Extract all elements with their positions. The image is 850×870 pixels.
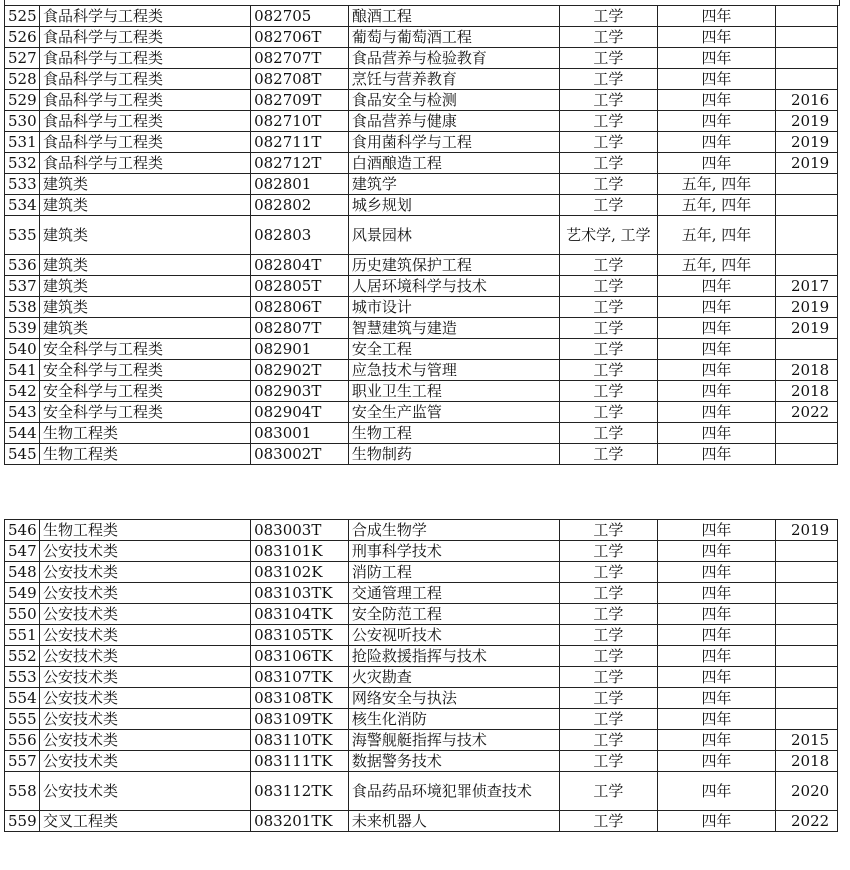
major-name-cell: 食用菌科学与工程 [348, 132, 559, 153]
major-name-cell: 消防工程 [348, 562, 559, 583]
major-name-cell: 智慧建筑与建造 [348, 318, 559, 339]
year-added-cell [776, 339, 838, 360]
major-name-cell: 安全防范工程 [348, 604, 559, 625]
table-row [5, 153, 838, 174]
year-added-cell [776, 216, 838, 255]
duration-cell: 四年 [657, 381, 775, 402]
degree-cell: 工学 [559, 174, 657, 195]
duration-cell: 五年, 四年 [657, 216, 775, 255]
category-cell: 食品科学与工程类 [40, 153, 251, 174]
degree-cell: 工学 [559, 667, 657, 688]
duration-cell: 四年 [657, 520, 775, 541]
major-code-cell: 082901 [251, 339, 349, 360]
category-cell: 公安技术类 [40, 583, 251, 604]
year-added-cell: 2018 [776, 751, 838, 772]
duration-cell: 四年 [657, 688, 775, 709]
major-name-cell: 交通管理工程 [348, 583, 559, 604]
row-number: 532 [5, 153, 40, 174]
degree-cell: 工学 [559, 625, 657, 646]
year-added-cell [776, 625, 838, 646]
duration-cell: 五年, 四年 [657, 174, 775, 195]
category-cell: 公安技术类 [40, 751, 251, 772]
duration-cell: 四年 [657, 111, 775, 132]
degree-cell: 工学 [559, 541, 657, 562]
duration-cell: 四年 [657, 667, 775, 688]
category-cell: 公安技术类 [40, 604, 251, 625]
year-added-cell [776, 562, 838, 583]
degree-cell: 工学 [559, 255, 657, 276]
row-number: 554 [5, 688, 40, 709]
major-code-cell: 083003T [251, 520, 349, 541]
majors-table-upper [4, 5, 838, 465]
major-name-cell: 数据警务技术 [348, 751, 559, 772]
major-name-cell: 海警舰艇指挥与技术 [348, 730, 559, 751]
category-cell: 交叉工程类 [40, 811, 251, 832]
duration-cell: 四年 [657, 730, 775, 751]
degree-cell: 工学 [559, 360, 657, 381]
category-cell: 建筑类 [40, 174, 251, 195]
major-code-cell: 083108TK [251, 688, 349, 709]
row-number: 537 [5, 276, 40, 297]
degree-cell: 工学 [559, 423, 657, 444]
year-added-cell: 2022 [776, 811, 838, 832]
row-number: 543 [5, 402, 40, 423]
row-number: 548 [5, 562, 40, 583]
degree-cell: 工学 [559, 730, 657, 751]
table-row [5, 27, 838, 48]
table-row [5, 195, 838, 216]
table-row [5, 318, 838, 339]
table-row [5, 111, 838, 132]
year-added-cell [776, 174, 838, 195]
year-added-cell [776, 27, 838, 48]
major-name-cell: 网络安全与执法 [348, 688, 559, 709]
category-cell: 生物工程类 [40, 423, 251, 444]
degree-cell: 工学 [559, 646, 657, 667]
duration-cell: 四年 [657, 339, 775, 360]
major-name-cell: 酿酒工程 [348, 6, 559, 27]
row-number: 529 [5, 90, 40, 111]
table-row [5, 174, 838, 195]
table-row [5, 339, 838, 360]
table-row [5, 811, 838, 832]
row-number: 541 [5, 360, 40, 381]
year-added-cell [776, 583, 838, 604]
year-added-cell [776, 604, 838, 625]
row-number: 530 [5, 111, 40, 132]
table-row [5, 381, 838, 402]
major-code-cell: 082706T [251, 27, 349, 48]
major-code-cell: 082804T [251, 255, 349, 276]
category-cell: 食品科学与工程类 [40, 27, 251, 48]
major-code-cell: 083102K [251, 562, 349, 583]
duration-cell: 四年 [657, 402, 775, 423]
category-cell: 安全科学与工程类 [40, 381, 251, 402]
major-code-cell: 082707T [251, 48, 349, 69]
table-row [5, 667, 838, 688]
table-row [5, 6, 838, 27]
major-code-cell: 082709T [251, 90, 349, 111]
major-name-cell: 未来机器人 [348, 811, 559, 832]
major-code-cell: 083111TK [251, 751, 349, 772]
year-added-cell: 2019 [776, 318, 838, 339]
degree-cell: 工学 [559, 688, 657, 709]
category-cell: 公安技术类 [40, 688, 251, 709]
duration-cell: 五年, 四年 [657, 255, 775, 276]
duration-cell: 四年 [657, 153, 775, 174]
table-row [5, 444, 838, 465]
table-row [5, 772, 838, 811]
major-name-cell: 食品营养与检验教育 [348, 48, 559, 69]
row-number: 546 [5, 520, 40, 541]
duration-cell: 四年 [657, 69, 775, 90]
row-number: 536 [5, 255, 40, 276]
row-number: 525 [5, 6, 40, 27]
major-name-cell: 应急技术与管理 [348, 360, 559, 381]
table-row [5, 709, 838, 730]
row-number: 540 [5, 339, 40, 360]
year-added-cell: 2018 [776, 381, 838, 402]
major-code-cell: 083109TK [251, 709, 349, 730]
duration-cell: 四年 [657, 132, 775, 153]
major-name-cell: 葡萄与葡萄酒工程 [348, 27, 559, 48]
table-row [5, 48, 838, 69]
table-row [5, 520, 838, 541]
row-number: 556 [5, 730, 40, 751]
row-number: 531 [5, 132, 40, 153]
duration-cell: 四年 [657, 541, 775, 562]
duration-cell: 四年 [657, 772, 775, 811]
major-name-cell: 城乡规划 [348, 195, 559, 216]
row-number: 538 [5, 297, 40, 318]
major-code-cell: 083103TK [251, 583, 349, 604]
major-name-cell: 白酒酿造工程 [348, 153, 559, 174]
duration-cell: 四年 [657, 604, 775, 625]
year-added-cell: 2019 [776, 132, 838, 153]
category-cell: 生物工程类 [40, 444, 251, 465]
degree-cell: 工学 [559, 339, 657, 360]
duration-cell: 四年 [657, 276, 775, 297]
category-cell: 公安技术类 [40, 772, 251, 811]
year-added-cell [776, 255, 838, 276]
row-number: 527 [5, 48, 40, 69]
table-row [5, 625, 838, 646]
degree-cell: 工学 [559, 583, 657, 604]
duration-cell: 四年 [657, 6, 775, 27]
table-row [5, 216, 838, 255]
duration-cell: 四年 [657, 751, 775, 772]
major-code-cell: 083110TK [251, 730, 349, 751]
degree-cell: 工学 [559, 297, 657, 318]
major-code-cell: 082903T [251, 381, 349, 402]
year-added-cell [776, 195, 838, 216]
category-cell: 公安技术类 [40, 646, 251, 667]
row-number: 526 [5, 27, 40, 48]
major-name-cell: 食品药品环境犯罪侦查技术 [348, 772, 559, 811]
duration-cell: 四年 [657, 583, 775, 604]
category-cell: 公安技术类 [40, 562, 251, 583]
duration-cell: 四年 [657, 625, 775, 646]
major-code-cell: 082705 [251, 6, 349, 27]
year-added-cell [776, 688, 838, 709]
table-row [5, 402, 838, 423]
duration-cell: 四年 [657, 297, 775, 318]
degree-cell: 工学 [559, 132, 657, 153]
major-code-cell: 083002T [251, 444, 349, 465]
duration-cell: 四年 [657, 27, 775, 48]
degree-cell: 工学 [559, 153, 657, 174]
major-name-cell: 建筑学 [348, 174, 559, 195]
major-code-cell: 082708T [251, 69, 349, 90]
major-name-cell: 公安视听技术 [348, 625, 559, 646]
table-row [5, 751, 838, 772]
row-number: 550 [5, 604, 40, 625]
degree-cell: 艺术学, 工学 [559, 216, 657, 255]
duration-cell: 五年, 四年 [657, 195, 775, 216]
table-row [5, 583, 838, 604]
major-name-cell: 火灾勘查 [348, 667, 559, 688]
table-row [5, 276, 838, 297]
major-code-cell: 082712T [251, 153, 349, 174]
major-code-cell: 082711T [251, 132, 349, 153]
major-code-cell: 082803 [251, 216, 349, 255]
major-code-cell: 083101K [251, 541, 349, 562]
table-row [5, 541, 838, 562]
row-number: 542 [5, 381, 40, 402]
year-added-cell [776, 646, 838, 667]
major-code-cell: 082806T [251, 297, 349, 318]
degree-cell: 工学 [559, 276, 657, 297]
category-cell: 食品科学与工程类 [40, 69, 251, 90]
category-cell: 公安技术类 [40, 541, 251, 562]
row-number: 555 [5, 709, 40, 730]
category-cell: 公安技术类 [40, 667, 251, 688]
year-added-cell [776, 444, 838, 465]
category-cell: 食品科学与工程类 [40, 48, 251, 69]
category-cell: 建筑类 [40, 255, 251, 276]
table-row [5, 255, 838, 276]
duration-cell: 四年 [657, 646, 775, 667]
category-cell: 食品科学与工程类 [40, 111, 251, 132]
duration-cell: 四年 [657, 709, 775, 730]
duration-cell: 四年 [657, 318, 775, 339]
major-name-cell: 安全生产监管 [348, 402, 559, 423]
degree-cell: 工学 [559, 318, 657, 339]
table-row [5, 646, 838, 667]
major-code-cell: 083201TK [251, 811, 349, 832]
year-added-cell: 2022 [776, 402, 838, 423]
year-added-cell: 2020 [776, 772, 838, 811]
degree-cell: 工学 [559, 27, 657, 48]
year-added-cell: 2017 [776, 276, 838, 297]
duration-cell: 四年 [657, 360, 775, 381]
major-code-cell: 082805T [251, 276, 349, 297]
degree-cell: 工学 [559, 69, 657, 90]
major-name-cell: 合成生物学 [348, 520, 559, 541]
major-code-cell: 083001 [251, 423, 349, 444]
row-number: 551 [5, 625, 40, 646]
major-code-cell: 082710T [251, 111, 349, 132]
major-name-cell: 职业卫生工程 [348, 381, 559, 402]
category-cell: 建筑类 [40, 216, 251, 255]
category-cell: 生物工程类 [40, 520, 251, 541]
degree-cell: 工学 [559, 562, 657, 583]
major-name-cell: 刑事科学技术 [348, 541, 559, 562]
degree-cell: 工学 [559, 402, 657, 423]
major-name-cell: 食品营养与健康 [348, 111, 559, 132]
year-added-cell: 2016 [776, 90, 838, 111]
row-number: 558 [5, 772, 40, 811]
category-cell: 食品科学与工程类 [40, 6, 251, 27]
row-number: 552 [5, 646, 40, 667]
duration-cell: 四年 [657, 48, 775, 69]
year-added-cell: 2019 [776, 297, 838, 318]
category-cell: 建筑类 [40, 195, 251, 216]
category-cell: 安全科学与工程类 [40, 402, 251, 423]
major-code-cell: 083104TK [251, 604, 349, 625]
degree-cell: 工学 [559, 751, 657, 772]
table-row [5, 69, 838, 90]
duration-cell: 四年 [657, 90, 775, 111]
degree-cell: 工学 [559, 811, 657, 832]
major-name-cell: 烹饪与营养教育 [348, 69, 559, 90]
table-row [5, 360, 838, 381]
majors-table-lower [4, 519, 838, 832]
row-number: 539 [5, 318, 40, 339]
duration-cell: 四年 [657, 444, 775, 465]
degree-cell: 工学 [559, 381, 657, 402]
year-added-cell [776, 709, 838, 730]
year-added-cell [776, 541, 838, 562]
category-cell: 公安技术类 [40, 709, 251, 730]
row-number: 547 [5, 541, 40, 562]
row-number: 557 [5, 751, 40, 772]
degree-cell: 工学 [559, 444, 657, 465]
year-added-cell [776, 6, 838, 27]
major-name-cell: 核生化消防 [348, 709, 559, 730]
degree-cell: 工学 [559, 90, 657, 111]
table-row [5, 688, 838, 709]
table-row [5, 423, 838, 444]
degree-cell: 工学 [559, 48, 657, 69]
row-number: 544 [5, 423, 40, 444]
major-name-cell: 食品安全与检测 [348, 90, 559, 111]
year-added-cell [776, 48, 838, 69]
degree-cell: 工学 [559, 195, 657, 216]
category-cell: 建筑类 [40, 318, 251, 339]
duration-cell: 四年 [657, 423, 775, 444]
year-added-cell: 2018 [776, 360, 838, 381]
category-cell: 食品科学与工程类 [40, 132, 251, 153]
degree-cell: 工学 [559, 111, 657, 132]
year-added-cell [776, 69, 838, 90]
major-code-cell: 083107TK [251, 667, 349, 688]
year-added-cell: 2019 [776, 111, 838, 132]
major-name-cell: 安全工程 [348, 339, 559, 360]
major-code-cell: 083112TK [251, 772, 349, 811]
major-code-cell: 082801 [251, 174, 349, 195]
degree-cell: 工学 [559, 772, 657, 811]
major-code-cell: 083105TK [251, 625, 349, 646]
major-code-cell: 082904T [251, 402, 349, 423]
row-number: 535 [5, 216, 40, 255]
degree-cell: 工学 [559, 6, 657, 27]
row-number: 528 [5, 69, 40, 90]
year-added-cell: 2015 [776, 730, 838, 751]
duration-cell: 四年 [657, 562, 775, 583]
duration-cell: 四年 [657, 811, 775, 832]
major-name-cell: 抢险救援指挥与技术 [348, 646, 559, 667]
year-added-cell [776, 423, 838, 444]
category-cell: 公安技术类 [40, 625, 251, 646]
table-row [5, 90, 838, 111]
major-code-cell: 083106TK [251, 646, 349, 667]
major-code-cell: 082807T [251, 318, 349, 339]
table-row [5, 132, 838, 153]
table-row [5, 562, 838, 583]
major-name-cell: 人居环境科学与技术 [348, 276, 559, 297]
row-number: 559 [5, 811, 40, 832]
degree-cell: 工学 [559, 520, 657, 541]
category-cell: 安全科学与工程类 [40, 339, 251, 360]
major-code-cell: 082902T [251, 360, 349, 381]
category-cell: 建筑类 [40, 297, 251, 318]
major-code-cell: 082802 [251, 195, 349, 216]
major-name-cell: 城市设计 [348, 297, 559, 318]
year-added-cell: 2019 [776, 153, 838, 174]
major-name-cell: 历史建筑保护工程 [348, 255, 559, 276]
table-row [5, 730, 838, 751]
row-number: 545 [5, 444, 40, 465]
major-name-cell: 风景园林 [348, 216, 559, 255]
category-cell: 公安技术类 [40, 730, 251, 751]
row-number: 549 [5, 583, 40, 604]
category-cell: 建筑类 [40, 276, 251, 297]
degree-cell: 工学 [559, 709, 657, 730]
major-name-cell: 生物制药 [348, 444, 559, 465]
category-cell: 安全科学与工程类 [40, 360, 251, 381]
row-number: 534 [5, 195, 40, 216]
row-number: 533 [5, 174, 40, 195]
table-row [5, 297, 838, 318]
category-cell: 食品科学与工程类 [40, 90, 251, 111]
year-added-cell: 2019 [776, 520, 838, 541]
year-added-cell [776, 667, 838, 688]
table-row [5, 604, 838, 625]
row-number: 553 [5, 667, 40, 688]
degree-cell: 工学 [559, 604, 657, 625]
major-name-cell: 生物工程 [348, 423, 559, 444]
